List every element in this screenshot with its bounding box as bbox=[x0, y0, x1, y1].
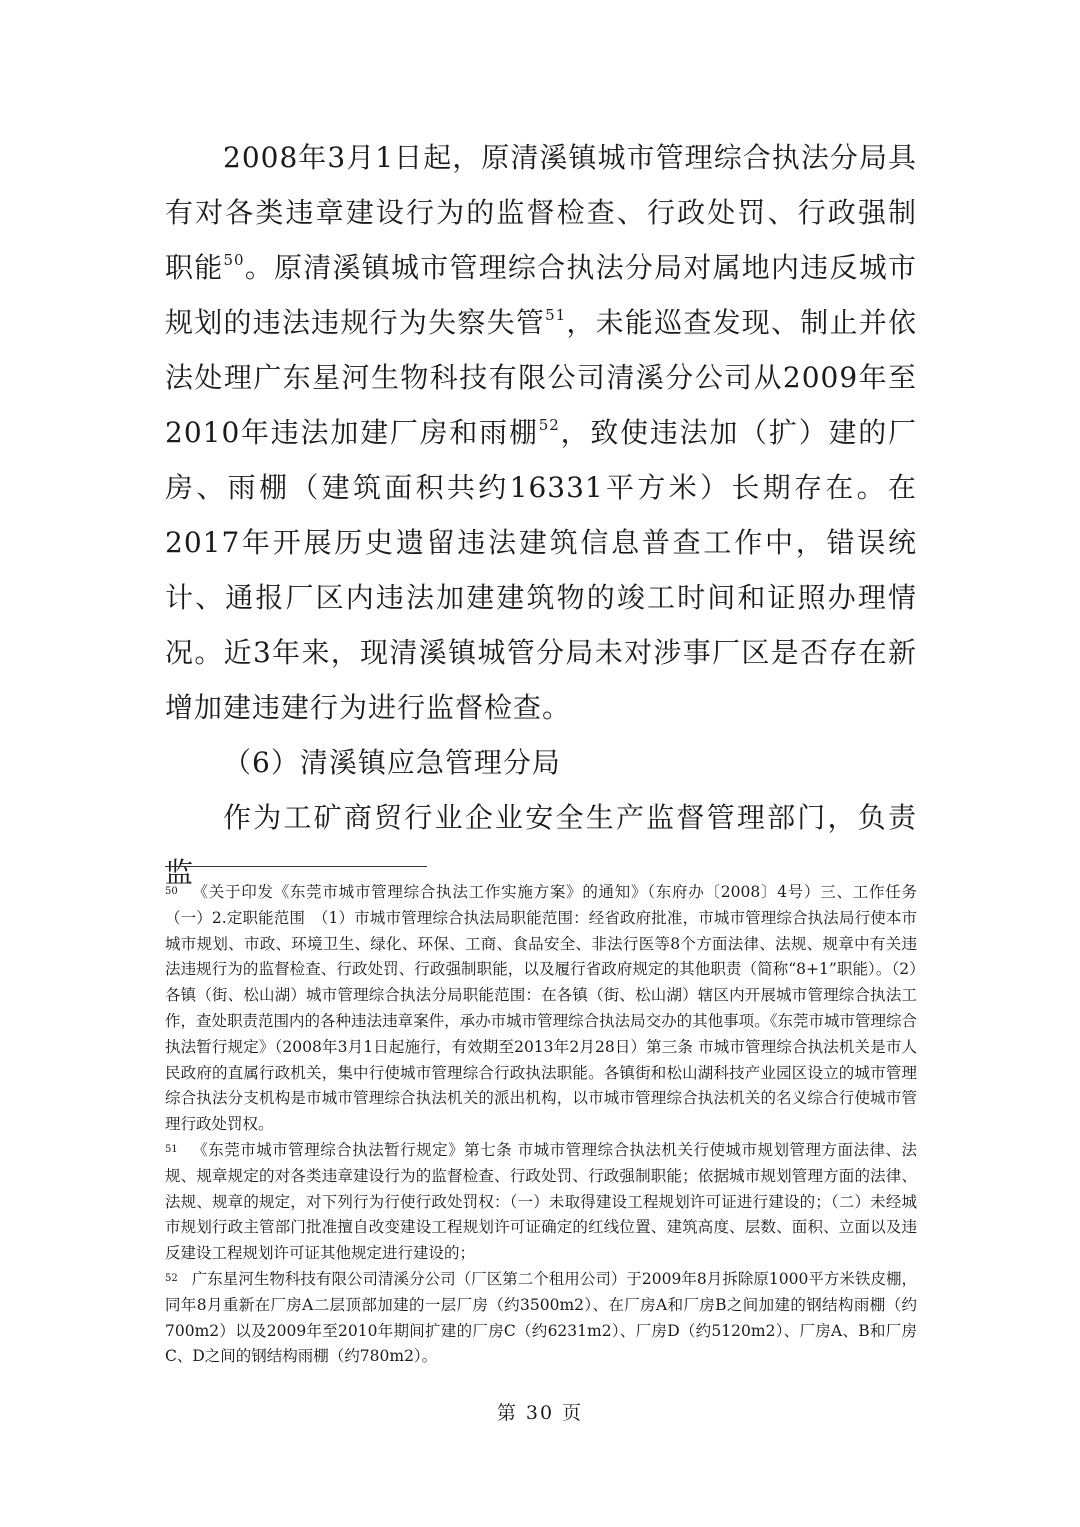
section-heading: （6）清溪镇应急管理分局 bbox=[223, 746, 561, 779]
footnote-text: 《东莞市城市管理综合执法暂行规定》第七条 市城市管理综合执法机关行使城市规划管理方面法律、法规、规章规定的对各类违章建设行为的监督检查、行政处罚、行政强制职能；依据城市规划管理方面的法律、法规、规章的规定，对下列行为行使行政处罚权：（一）未取得建设工程规划许可证进行建设的；（二）未经城市规划行政主管部门批准擅自改变建设工程规划许可证确定的红线位置、建筑高度、层数、面积、立面以及违反建设工程规划许可证其他规定进行建设的； bbox=[165, 1140, 917, 1263]
main-text bbox=[165, 130, 917, 900]
paragraph-1 bbox=[165, 130, 917, 735]
footnote-number: 50 bbox=[165, 886, 178, 897]
page-number: 第 30 页 bbox=[496, 1402, 584, 1424]
footnote-ref-51[interactable]: 51 bbox=[545, 305, 567, 324]
footnote-ref-52[interactable]: 52 bbox=[538, 415, 560, 434]
paragraph-1-part-b: 。原清溪镇城市管理综合执法分局对属地内违反城市规划的违法违规行为失察失管 bbox=[165, 251, 917, 339]
footnote-51 bbox=[165, 1138, 917, 1267]
footnote-number: 52 bbox=[165, 1272, 178, 1284]
paragraph-1-part-a: 2008年3月1日起，原清溪镇城市管理综合执法分局具有对各类违章建设行为的监督检查、行政处罚、行政强制职能 bbox=[165, 141, 917, 284]
footnote-number: 51 bbox=[165, 1143, 178, 1155]
paragraph-2: 作为工矿商贸行业企业安全生产监督管理部门，负责监 bbox=[165, 801, 917, 889]
footnote-ref-50[interactable]: 50 bbox=[223, 250, 245, 269]
paragraph-1-part-d: ，致使违法加（扩）建的厂房、雨棚（建筑面积共约16331平方米）长期存在。在2017年开展历史遗留违法建筑信息普查工作中，错误统计、通报厂区内违法加建建筑物的竣工时间和证照办理情况。近3年来，现清溪镇城管分局未对涉事厂区是否存在新增加建违建行为进行监督检查。 bbox=[165, 416, 917, 724]
footnotes bbox=[165, 880, 917, 1370]
footnote-text: 《关于印发《东莞市城市管理综合执法工作实施方案》的通知》（东府办〔2008〕4号）三、工作任务（一）2.定职能范围 （1）市城市管理综合执法局职能范围：经省政府批准，市城市管理综合执法局行使本市城市规划、市政、环境卫生、绿化、环保、工商、食品安全、非法行医等8个方面法律、法规、规章中有关违法违规行为的监督检查、行政处罚、行政强制职能，以及履行省政府规定的其他职责（简称“8+1”职能）。（2）各镇（街、松山湖）城市管理综合执法分局职能范围：在各镇（街、松山湖）辖区内开展城市管理综合执法工作，查处职责范围内的各种违法违章案件，承办市城市管理综合执法局交办的其他事项。《东莞市城市管理综合执法暂行规定》（2008年3月1日起施行，有效期至2013年2月28日）第三条 市城市管理综合执法机关是市人民政府的直属行政机关，集中行使城市管理综合行政执法职能。各镇街和松山湖科技产业园区设立的城市管理综合执法分支机构是市城市管理综合执法机关的派出机构，以市城市管理综合执法机关的名义综合行使城市管理行政处罚权。 bbox=[165, 883, 917, 1134]
footnote-divider bbox=[165, 866, 427, 867]
footnote-52 bbox=[165, 1267, 917, 1370]
paragraph-1-part-c: ，未能巡查发现、制止并依法处理广东星河生物科技有限公司清溪分公司从2009年至2010年违法加建厂房和雨棚 bbox=[165, 306, 917, 449]
footnote-50 bbox=[165, 880, 917, 1138]
footnote-text: 广东星河生物科技有限公司清溪分公司（厂区第二个租用公司）于2009年8月拆除原1000平方米铁皮棚，同年8月重新在厂房A二层顶部加建的一层厂房（约3500m2）、在厂房A和厂房B之间加建的钢结构雨棚（约700m2）以及2009年至2010年期间扩建的厂房C（约6231m2）、厂房D（约5120m2）、厂房A、B和厂房C、D之间的钢结构雨棚（约780m2）。 bbox=[165, 1269, 917, 1366]
